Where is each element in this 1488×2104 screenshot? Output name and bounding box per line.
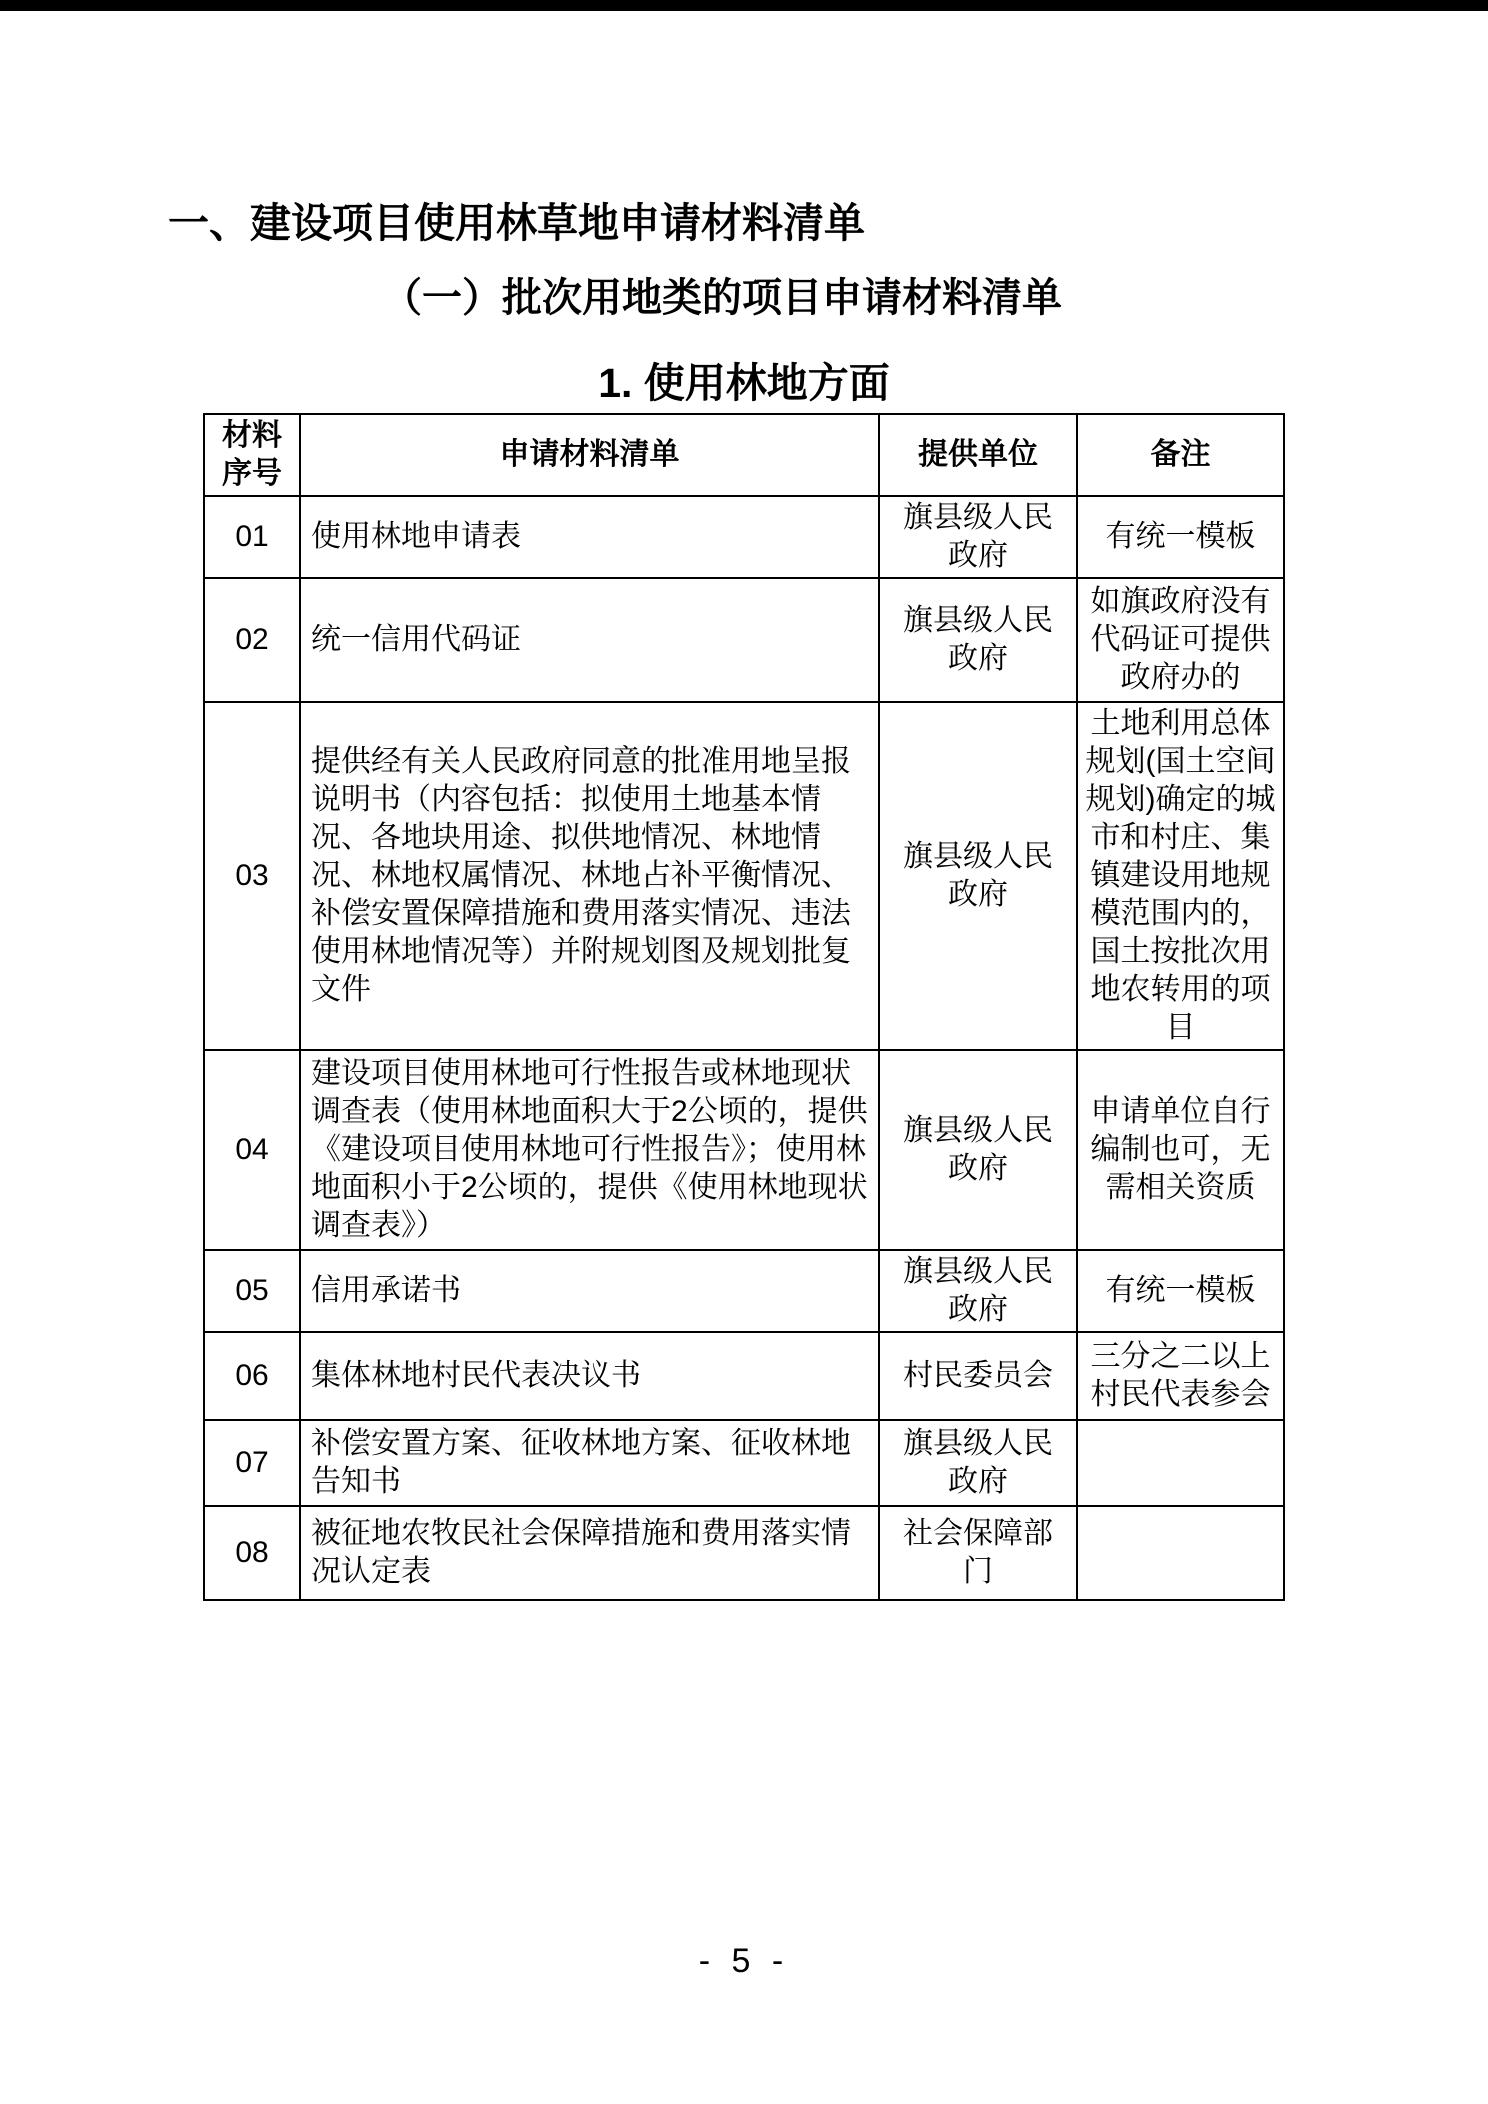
table-row [204, 1332, 1284, 1420]
header-provider: 提供单位 [879, 414, 1077, 496]
remark-cell [1077, 1506, 1284, 1600]
table-header-row [204, 414, 1284, 496]
material-cell: 被征地农牧民社会保障措施和费用落实情况认定表 [300, 1506, 879, 1600]
provider-cell: 社会保障部门 [879, 1506, 1077, 1600]
provider-cell: 村民委员会 [879, 1332, 1077, 1420]
material-cell: 集体林地村民代表决议书 [300, 1332, 879, 1420]
provider-cell: 旗县级人民政府 [879, 1050, 1077, 1250]
document-title: 一、建设项目使用林草地申请材料清单 [168, 200, 865, 246]
materials-table [203, 413, 1285, 1601]
page-top-border [0, 0, 1488, 11]
subsection-title: 1. 使用林地方面 [598, 360, 890, 406]
table-row [204, 1506, 1284, 1600]
row-number-cell: 06 [204, 1332, 300, 1420]
material-cell: 统一信用代码证 [300, 578, 879, 702]
row-number-cell: 01 [204, 496, 300, 578]
row-number-cell: 04 [204, 1050, 300, 1250]
page-number: - 5 - [698, 1942, 790, 1980]
material-cell: 信用承诺书 [300, 1250, 879, 1332]
material-cell: 使用林地申请表 [300, 496, 879, 578]
remark-cell [1077, 1420, 1284, 1506]
row-number-cell: 05 [204, 1250, 300, 1332]
provider-cell: 旗县级人民政府 [879, 1420, 1077, 1506]
row-number-cell: 08 [204, 1506, 300, 1600]
remark-cell: 三分之二以上村民代表参会 [1077, 1332, 1284, 1420]
table-row [204, 578, 1284, 702]
table-row [204, 1250, 1284, 1332]
material-cell: 补偿安置方案、征收林地方案、征收林地告知书 [300, 1420, 879, 1506]
row-number-cell: 03 [204, 702, 300, 1050]
remark-cell: 申请单位自行编制也可，无需相关资质 [1077, 1050, 1284, 1250]
header-remark: 备注 [1077, 414, 1284, 496]
row-number-cell: 02 [204, 578, 300, 702]
provider-cell: 旗县级人民政府 [879, 496, 1077, 578]
remark-cell: 有统一模板 [1077, 1250, 1284, 1332]
provider-cell: 旗县级人民政府 [879, 1250, 1077, 1332]
provider-cell: 旗县级人民政府 [879, 702, 1077, 1050]
remark-cell: 有统一模板 [1077, 496, 1284, 578]
header-material-list: 申请材料清单 [300, 414, 879, 496]
table-row [204, 496, 1284, 578]
table-row [204, 702, 1284, 1050]
table-row [204, 1050, 1284, 1250]
remark-cell: 土地利用总体规划(国土空间规划)确定的城市和村庄、集镇建设用地规模范围内的，国土按批次用地农转用的项目 [1077, 702, 1284, 1050]
section-subtitle: （一）批次用地类的项目申请材料清单 [382, 276, 1062, 320]
remark-cell: 如旗政府没有代码证可提供政府办的 [1077, 578, 1284, 702]
material-cell: 提供经有关人民政府同意的批准用地呈报说明书（内容包括：拟使用土地基本情况、各地块用途、拟供地情况、林地情况、林地权属情况、林地占补平衡情况、补偿安置保障措施和费用落实情况、违法使用林地情况等）并附规划图及规划批复文件 [300, 702, 879, 1050]
provider-cell: 旗县级人民政府 [879, 578, 1077, 702]
table-row [204, 1420, 1284, 1506]
row-number-cell: 07 [204, 1420, 300, 1506]
material-cell: 建设项目使用林地可行性报告或林地现状调查表（使用林地面积大于2公顷的，提供《建设项目使用林地可行性报告》；使用林地面积小于2公顷的，提供《使用林地现状调查表》） [300, 1050, 879, 1250]
header-material-number: 材料序号 [204, 414, 300, 496]
